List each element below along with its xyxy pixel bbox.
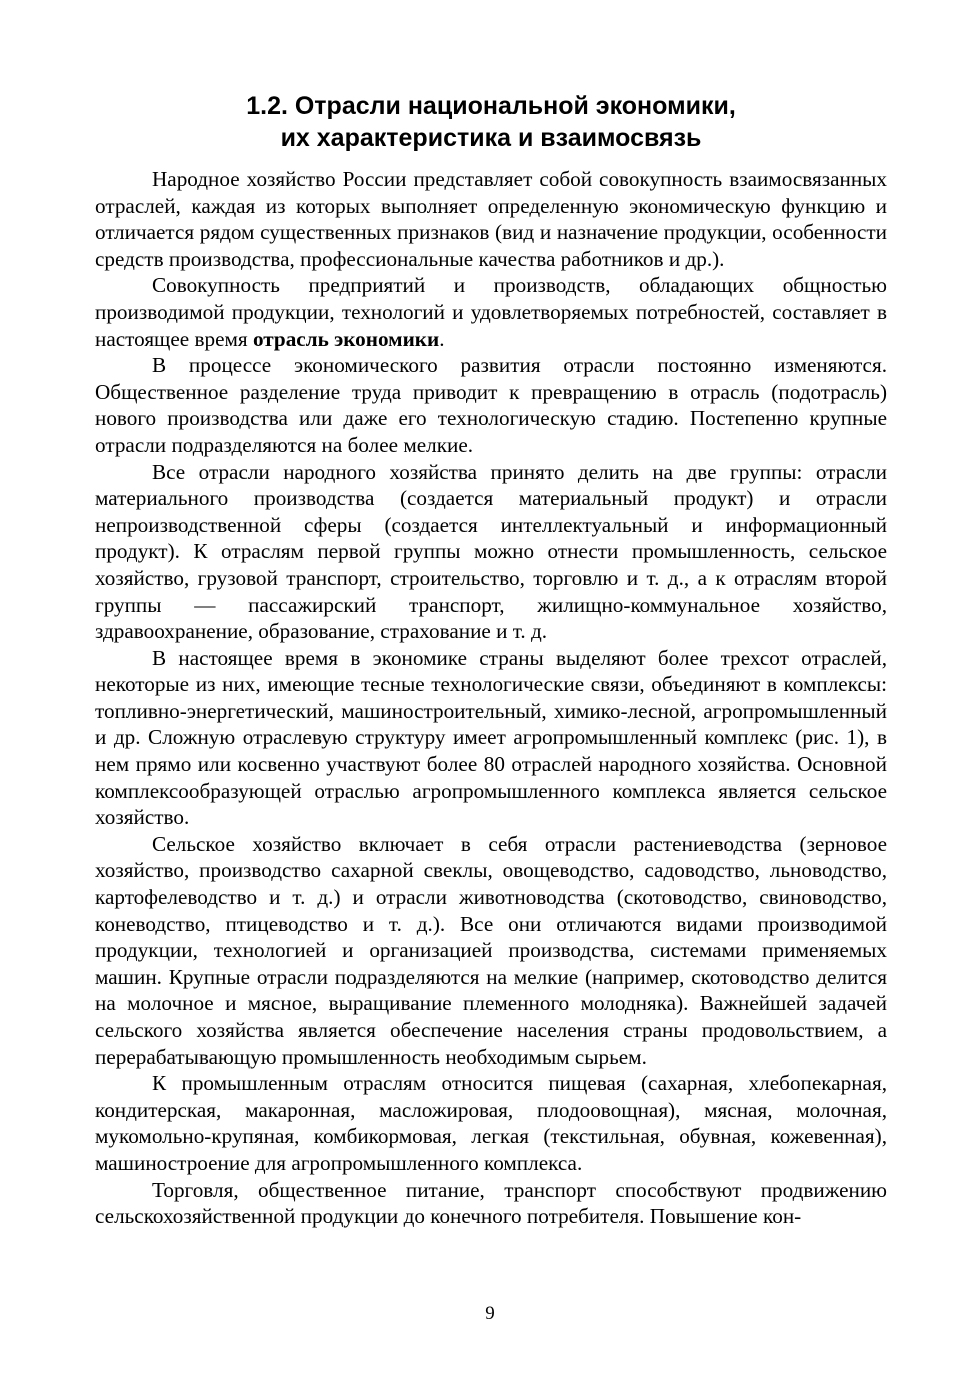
paragraph-6: Сельское хозяйство включает в себя отрасли растениеводства (зерновое хозяйство, производство сахарной свеклы, овощеводство, садоводство, льноводство, картофелеводство и т. д.) и отрасли животноводства (скотоводство, свиноводство, коневодство, птицеводство и т. д.). Все они отличаются видами производимой продукции, технологией и организацией производства, системами применяемых машин. Крупные отрасли подразделяются на мелкие (например, скотоводство делится на молочное и мясное, выращивание племенного молодняка). Важнейшей задачей сельского хозяйства является обеспечение населения страны продовольствием, а перерабатывающую промышленность необходимым сырьем.	[95, 831, 887, 1069]
paragraph-4: Все отрасли народного хозяйства принято делить на две группы: отрасли материального производства (создается материальный продукт) и отрасли непроизводственной сферы (создается интеллектуальный и информационный продукт). К отраслям первой группы можно отнести промышленность, сельское хозяйство, грузовой транспорт, строительство, торговлю и т. д., а к отраслям второй группы — пассажирский транспорт, жилищно-коммунальное хозяйство, здравоохранение, образование, страхование и т. д.	[95, 459, 887, 644]
paragraph-2-term: отрасль экономики	[252, 326, 440, 351]
section-title-line-2: их характеристика и взаимосвязь	[280, 124, 702, 152]
page-number: 9	[485, 1303, 495, 1324]
paragraph-8: Торговля, общественное питание, транспорт способствуют продвижению сельскохозяйственной продукции до конечного потребителя. Повышение кон-	[95, 1177, 887, 1229]
paragraph-2-text-before: Совокупность предприятий и производств, обладающих общностью производимой продукции, технологий и удовлетворяемых потребностей, составляет в настоящее время	[95, 273, 887, 351]
section-title-line-1: 1.2. Отрасли национальной экономики,	[246, 92, 736, 120]
paragraph-2	[95, 272, 887, 352]
section-title	[95, 90, 887, 154]
paragraph-7: К промышленным отраслям относится пищевая (сахарная, хлебопекарная, кондитерская, макаронная, масложировая, плодоовощная), мясная, молочная, мукомольно-крупяная, комбикормовая, легкая (текстильная, обувная, кожевенная), машиностроение для агропромышленного комплекса.	[95, 1071, 887, 1175]
paragraph-1: Народное хозяйство России представляет собой совокупность взаимосвязанных отраслей, каждая из которых выполняет определенную экономическую функцию и отличается рядом существенных признаков (вид и назначение продукции, особенности средств производства, профессиональные качества работников и др.).	[95, 167, 887, 271]
paragraph-5: В настоящее время в экономике страны выделяют более трехсот отраслей, некоторые из них, имеющие тесные технологические связи, объединяют в комплексы: топливно-энергетический, машиностроительный, химико-лесной, агропромышленный и др. Сложную отраслевую структуру имеет агропромышленный комплекс (рис. 1), в нем прямо или косвенно участвуют более 80 отраслей народного хозяйства. Основной комплексообразующей отраслью агропромышленного комплекса является сельское хозяйство.	[95, 645, 887, 830]
page-body	[95, 90, 887, 1230]
paragraph-2-text-after: .	[439, 326, 445, 351]
paragraph-3: В процессе экономического развития отрасли постоянно изменяются. Общественное разделение труда приводит к превращению в отрасль (подотрасль) нового производства или даже его технологическую стадию. Постепенно крупные отрасли подразделяются на более мелкие.	[95, 353, 887, 457]
